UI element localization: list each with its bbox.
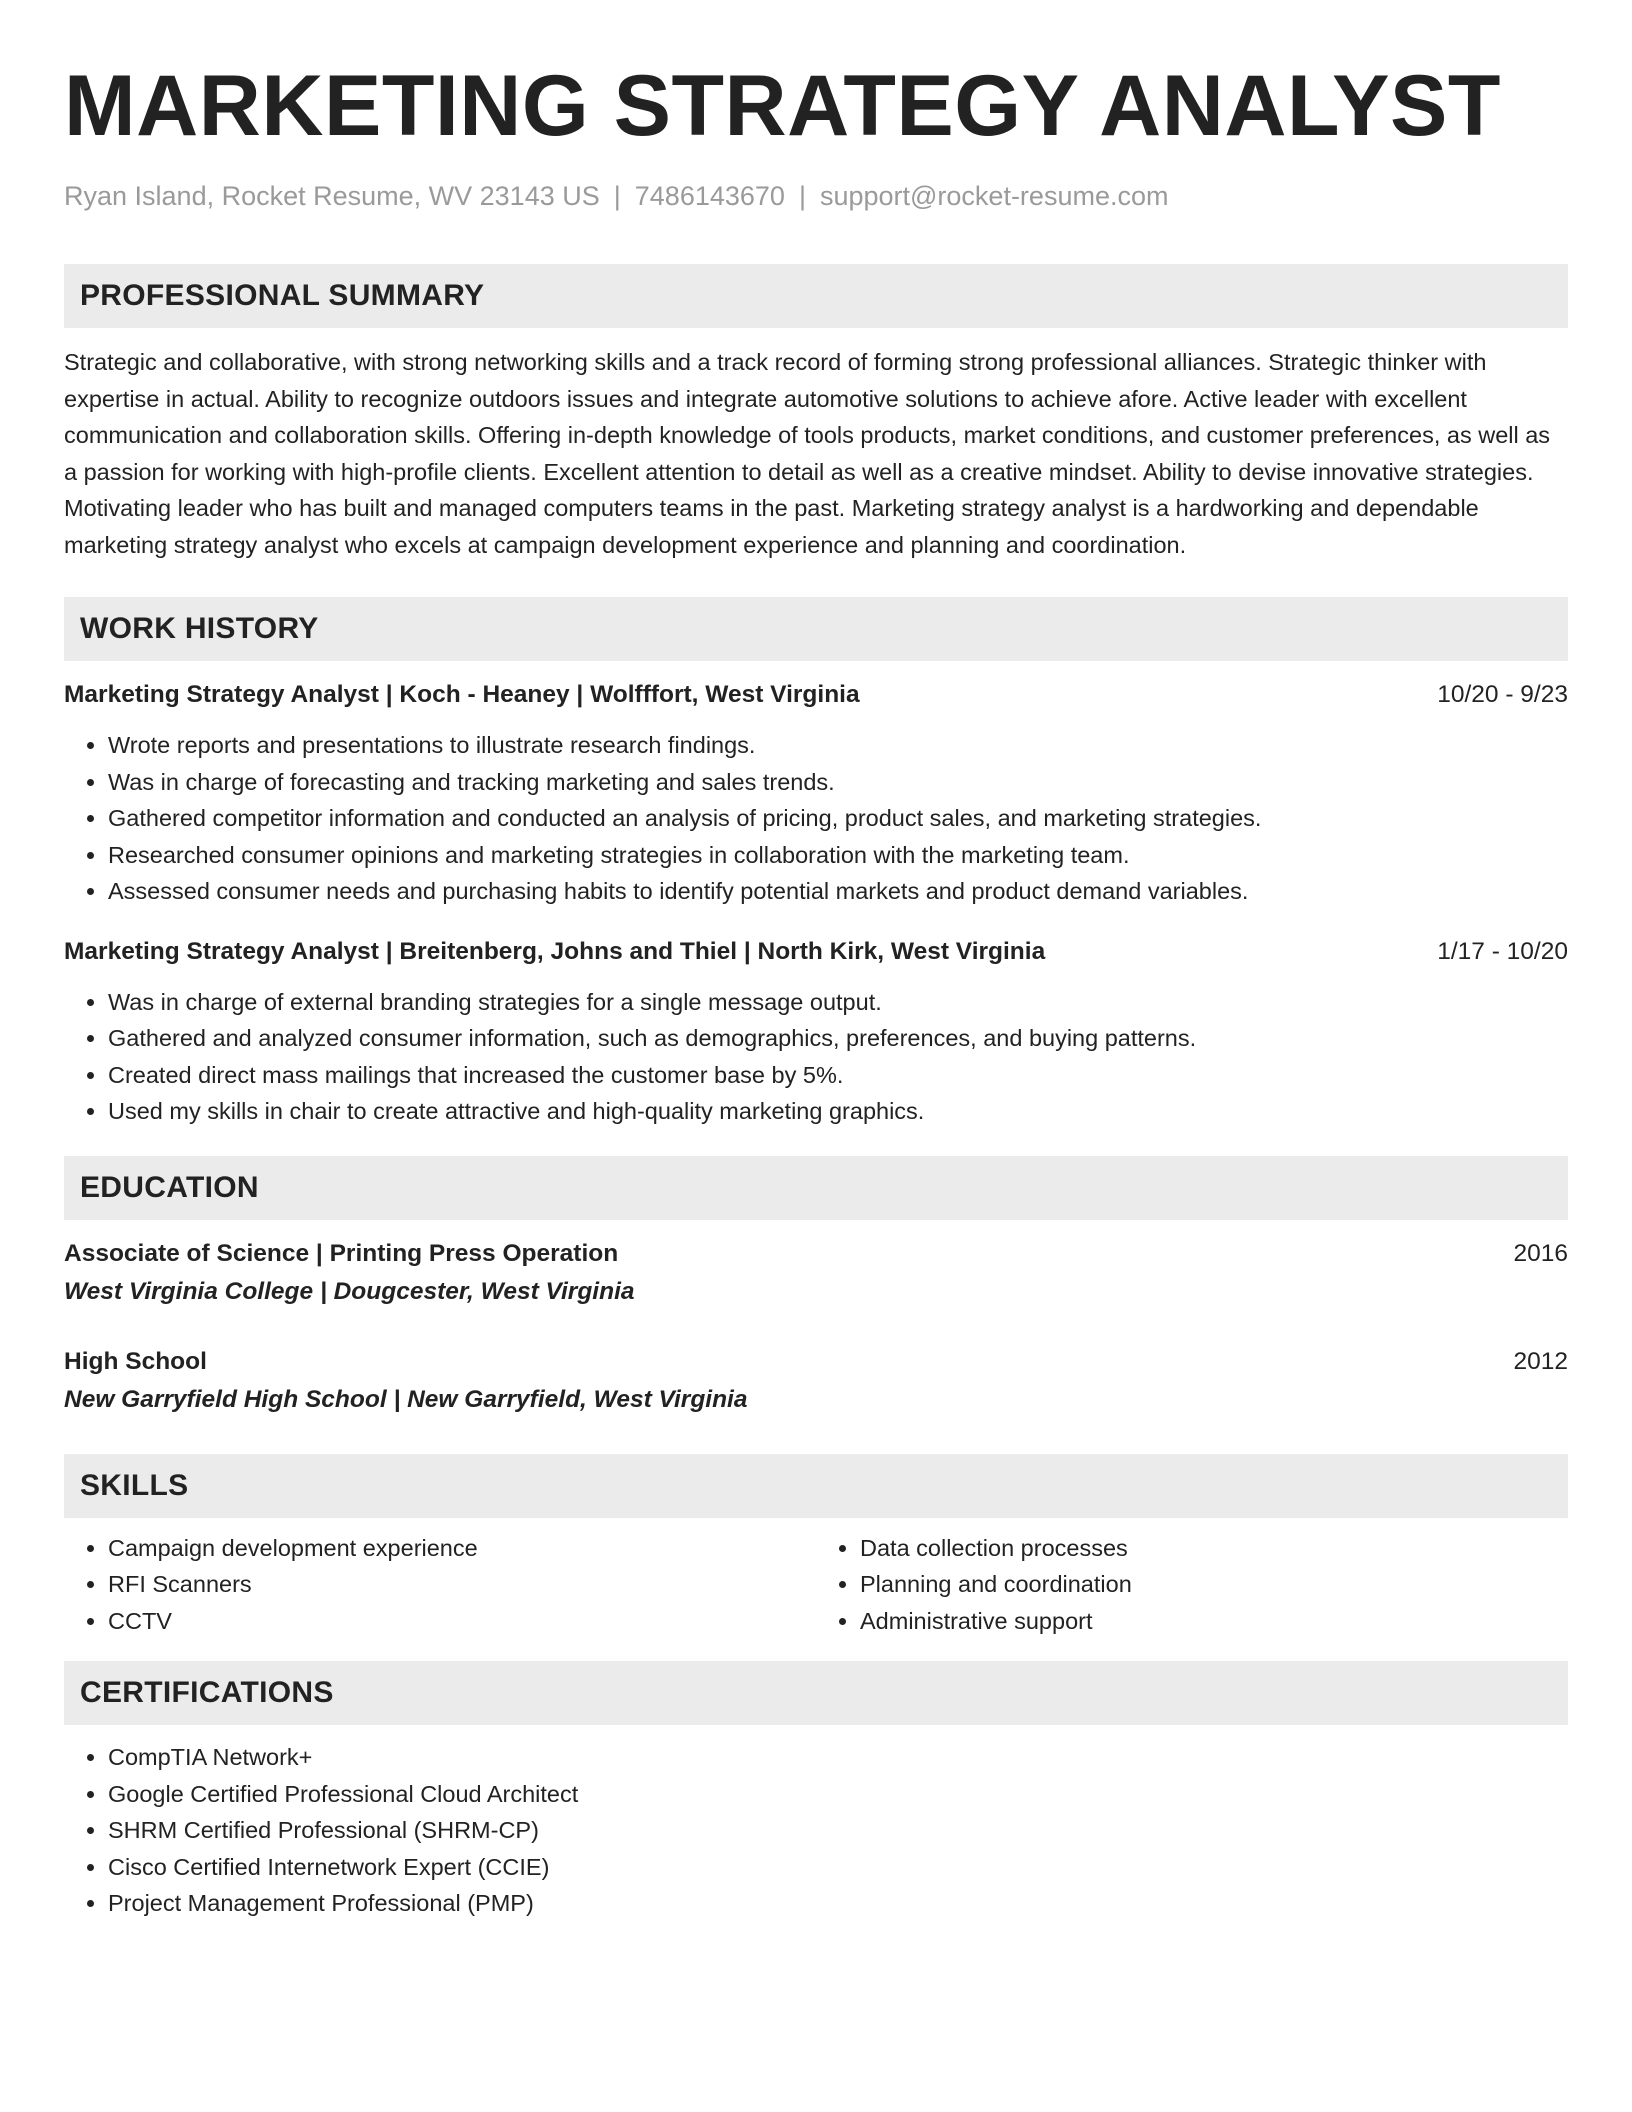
list-item: • Campaign development experience xyxy=(108,1530,816,1567)
certifications-list xyxy=(64,1739,1568,1922)
contact-address: Ryan Island, Rocket Resume, WV 23143 US xyxy=(64,181,600,211)
education-school: New Garryfield High School | New Garryfield, West Virginia xyxy=(64,1385,748,1413)
education-year: 2012 xyxy=(1513,1347,1568,1375)
job-entry xyxy=(64,934,1568,1130)
summary-text: Strategic and collaborative, with strong networking skills and a track record of forming strong professional alliances. Strategic thinker with expertise in actual. Ability to recognize outdoors issues and integrate automotive solutions to achieve afore. Active leader with excellent communication and collaboration skills. Offering in-depth knowledge of tools products, market conditions, and customer preferences, as well as a passion for working with high-profile clients. Excellent attention to detail as well as a creative mindset. Ability to devise innovative strategies. Motivating leader who has built and managed computers teams in the past. Marketing strategy analyst is a hardworking and dependable marketing strategy analyst who excels at campaign development experience and planning and coordination. xyxy=(64,349,1551,558)
list-item: • Gathered competitor information and conducted an analysis of pricing, product sales, and marketing strategies. xyxy=(108,800,1568,837)
job-bullet-list xyxy=(64,727,1568,910)
job-bullet-list xyxy=(64,984,1568,1130)
list-item: • Google Certified Professional Cloud Architect xyxy=(108,1776,1568,1813)
job-title: Marketing Strategy Analyst | Koch - Heaney | Wolfffort, West Virginia xyxy=(64,681,860,708)
list-item: • Wrote reports and presentations to illustrate research findings. xyxy=(108,727,1568,764)
list-item: • RFI Scanners xyxy=(108,1566,816,1603)
section-heading-certifications: CERTIFICATIONS xyxy=(64,1661,1568,1725)
resume-name-title: MARKETING STRATEGY ANALYST xyxy=(64,58,1501,154)
list-item: • Was in charge of forecasting and tracking marketing and sales trends. xyxy=(108,764,1568,801)
list-item: • Researched consumer opinions and marketing strategies in collaboration with the marketing team. xyxy=(108,837,1568,874)
list-item: • Cisco Certified Internetwork Expert (CCIE) xyxy=(108,1849,1568,1886)
contact-separator: | xyxy=(613,181,621,211)
job-header xyxy=(64,934,1568,970)
section-heading-summary: PROFESSIONAL SUMMARY xyxy=(64,264,1568,328)
list-item: • CompTIA Network+ xyxy=(108,1739,1568,1776)
list-item: • Planning and coordination xyxy=(860,1566,1568,1603)
section-heading-skills: SKILLS xyxy=(64,1454,1568,1518)
job-dates: 1/17 - 10/20 xyxy=(1437,937,1568,965)
skills-list xyxy=(64,1530,816,1640)
job-dates: 10/20 - 9/23 xyxy=(1437,681,1568,708)
list-item: • Was in charge of external branding strategies for a single message output. xyxy=(108,984,1568,1021)
contact-phone: 7486143670 xyxy=(634,181,785,211)
education-degree: High School xyxy=(64,1347,207,1375)
list-item: • Created direct mass mailings that increased the customer base by 5%. xyxy=(108,1057,1568,1094)
job-title: Marketing Strategy Analyst | Breitenberg, Johns and Thiel | North Kirk, West Virginia xyxy=(64,937,1046,965)
skills-grid xyxy=(64,1530,1568,1640)
list-item: • CCTV xyxy=(108,1603,816,1640)
list-item: • Data collection processes xyxy=(860,1530,1568,1567)
skills-list xyxy=(816,1530,1568,1640)
job-entry xyxy=(64,677,1568,910)
education-entry xyxy=(64,1236,1568,1310)
list-item: • Project Management Professional (PMP) xyxy=(108,1885,1568,1922)
education-header xyxy=(64,1236,1568,1272)
education-degree: Associate of Science | Printing Press Operation xyxy=(64,1239,619,1267)
skills-column-left xyxy=(64,1530,816,1640)
contact-line xyxy=(64,178,1568,214)
list-item: • Used my skills in chair to create attractive and high-quality marketing graphics. xyxy=(108,1093,1568,1130)
education-year: 2016 xyxy=(1513,1239,1568,1267)
contact-separator: | xyxy=(798,181,806,211)
education-header xyxy=(64,1344,1568,1380)
job-header xyxy=(64,677,1568,713)
section-heading-education: EDUCATION xyxy=(64,1156,1568,1220)
education-school: West Virginia College | Dougcester, West Virginia xyxy=(64,1277,635,1305)
list-item: • Administrative support xyxy=(860,1603,1568,1640)
education-entry xyxy=(64,1344,1568,1418)
list-item: • SHRM Certified Professional (SHRM-CP) xyxy=(108,1812,1568,1849)
contact-email: support@rocket-resume.com xyxy=(819,181,1169,211)
list-item: • Gathered and analyzed consumer information, such as demographics, preferences, and buying patterns. xyxy=(108,1020,1568,1057)
list-item: • Assessed consumer needs and purchasing habits to identify potential markets and product demand variables. xyxy=(108,873,1568,910)
section-heading-work-history: WORK HISTORY xyxy=(64,597,1568,661)
skills-column-right xyxy=(816,1530,1568,1640)
